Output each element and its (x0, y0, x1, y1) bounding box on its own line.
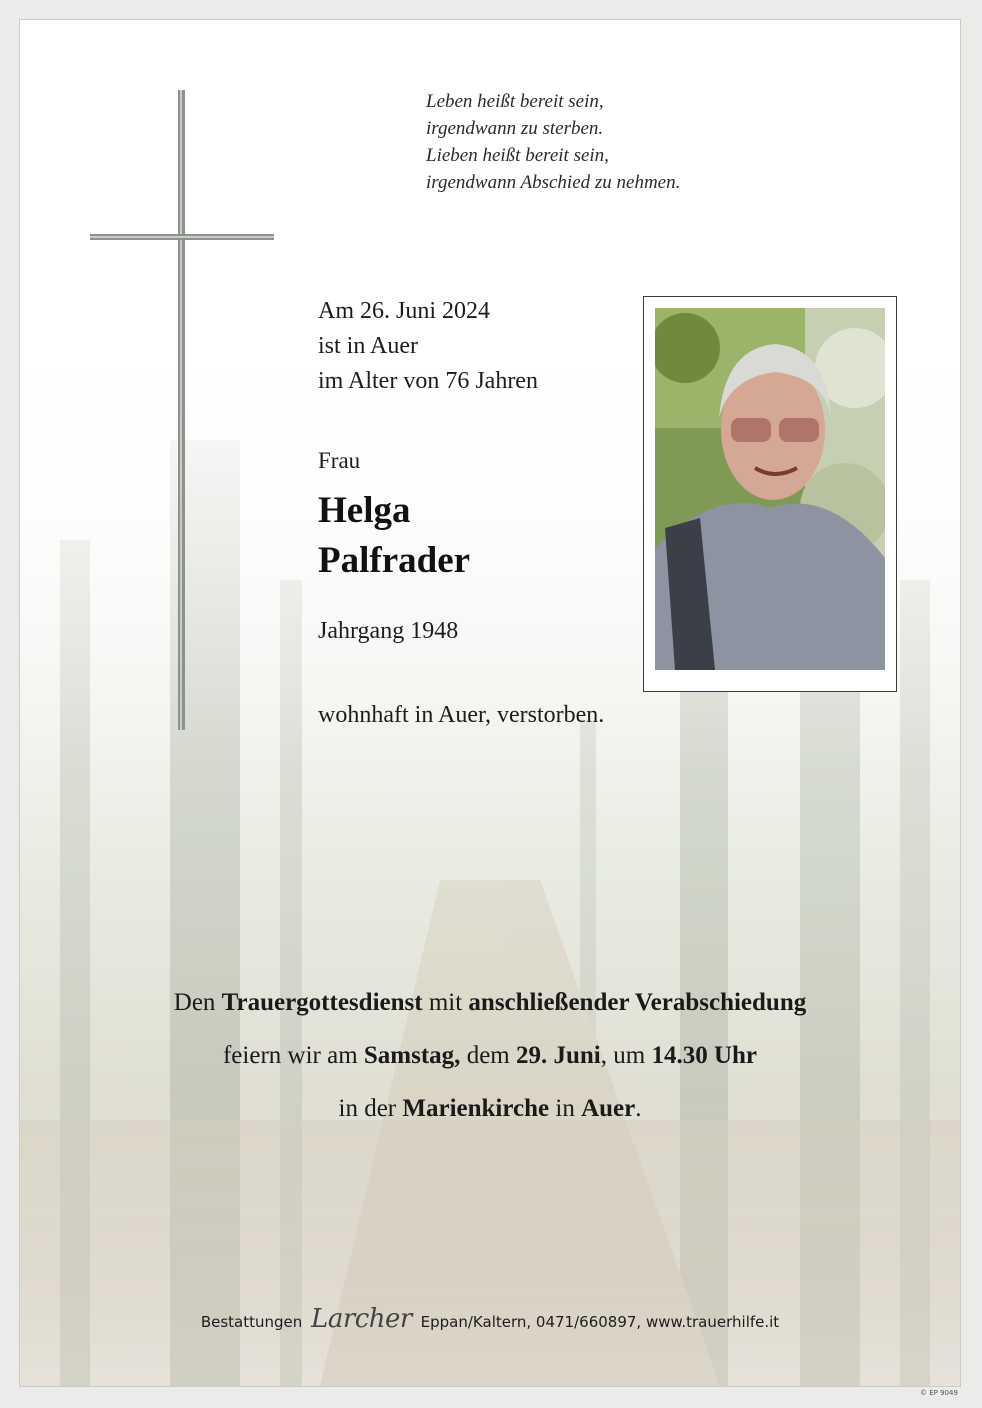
residence-line: wohnhaft in Auer, verstorben. (318, 702, 605, 728)
obituary-sheet (20, 20, 960, 1386)
deceased-name (318, 486, 470, 586)
quote-line: irgendwann Abschied zu nehmen. (426, 172, 681, 193)
salutation: Frau (318, 448, 361, 473)
text-run: , um (600, 1042, 652, 1069)
cross-icon (90, 90, 280, 730)
service-weekday: Samstag, (363, 1042, 461, 1069)
service-line-1 (20, 976, 960, 1029)
service-line-2 (20, 1029, 960, 1082)
service-date: 29. Juni (515, 1042, 601, 1069)
service-type: Trauergottesdienst (221, 989, 423, 1016)
text-run: in (549, 1095, 582, 1122)
death-announcement (318, 294, 538, 399)
text-run: feiern wir am (222, 1042, 364, 1069)
service-church: Marienkirche (402, 1095, 550, 1122)
footer-prefix: Bestattungen (200, 1313, 303, 1331)
age-at-death: im Alter von 76 Jahren (318, 368, 538, 394)
text-run: in der (338, 1095, 403, 1122)
last-name: Palfrader (318, 540, 471, 581)
quote-line: Lieben heißt bereit sein, (426, 145, 609, 166)
portrait-photo (655, 308, 885, 670)
funeral-service-info (20, 976, 960, 1135)
quote-verse (426, 88, 806, 196)
portrait-frame (643, 296, 897, 692)
quote-line: Leben heißt bereit sein, (426, 91, 604, 112)
text-run: . (635, 1095, 642, 1122)
text-run: Den (173, 989, 222, 1016)
service-line-3 (20, 1082, 960, 1135)
first-name: Helga (318, 490, 411, 531)
service-time: 14.30 Uhr (651, 1042, 758, 1069)
funeral-home-logo: Larcher (311, 1304, 412, 1334)
birth-year: Jahrgang 1948 (318, 618, 459, 644)
funeral-home-footer (20, 1304, 960, 1334)
text-run: mit (422, 989, 469, 1016)
service-detail: anschließender Verabschiedung (468, 989, 807, 1016)
print-code: © EP 9049 (920, 1389, 958, 1397)
footer-contact: Eppan/Kaltern, 0471/660897, www.trauerhilfe.it (420, 1313, 780, 1331)
quote-line: irgendwann zu sterben. (426, 118, 604, 139)
text-run: dem (460, 1042, 516, 1069)
death-place: ist in Auer (318, 333, 418, 359)
death-date: Am 26. Juni 2024 (318, 298, 491, 324)
service-town: Auer (581, 1095, 636, 1122)
